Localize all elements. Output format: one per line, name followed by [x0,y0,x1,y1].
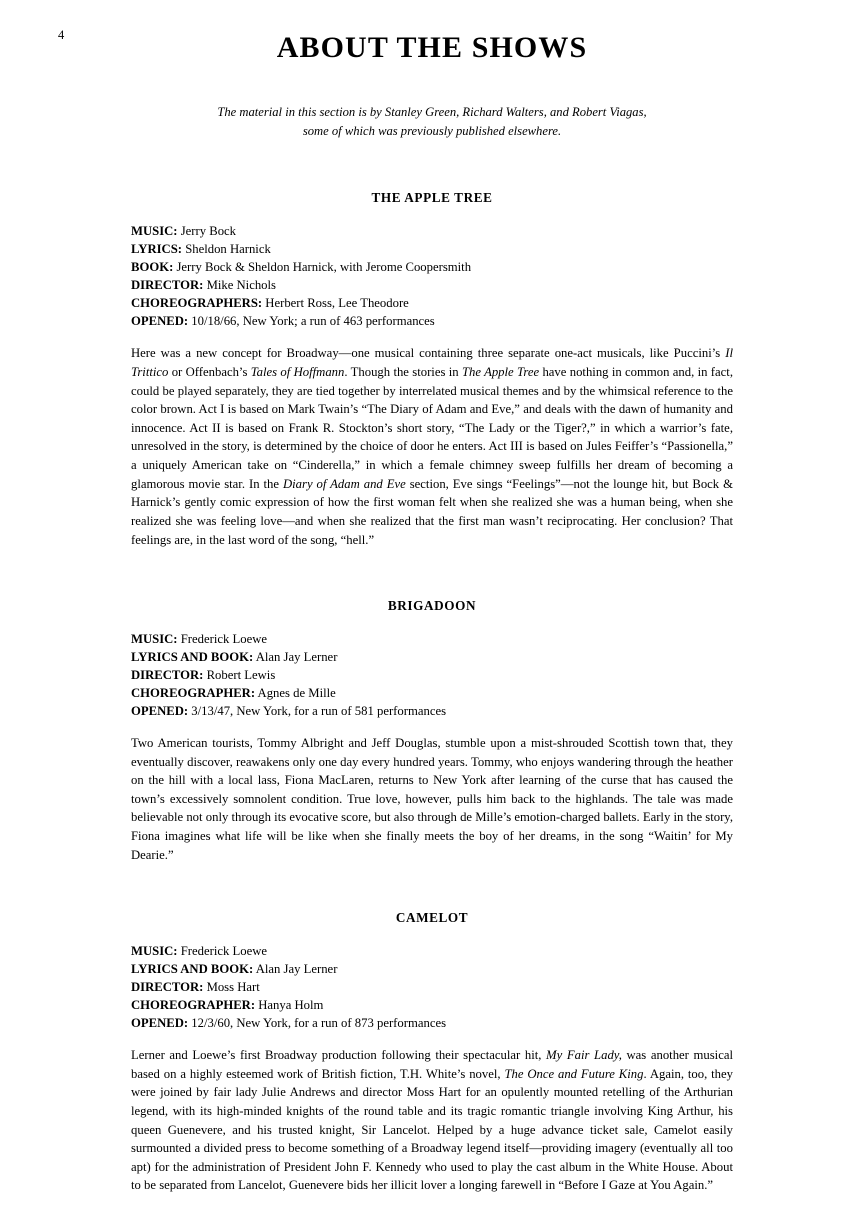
credit-value: Frederick Loewe [180,943,268,958]
credit-value: Frederick Loewe [180,631,268,646]
credit-row [131,630,733,648]
credit-label: DIRECTOR: [131,278,204,293]
credit-label: DIRECTOR: [131,667,204,682]
credit-value: 12/3/60, New York, for a run of 873 performances [191,1016,447,1031]
page-number: 4 [58,28,65,42]
credit-value: Alan Jay Lerner [255,961,338,976]
credit-row [131,1014,733,1032]
credit-label: LYRICS AND BOOK: [131,961,254,976]
credit-label: CHOREOGRAPHER: [131,998,256,1013]
credit-row [131,312,733,330]
section-note-line-1: The material in this section is by Stanley Green, Richard Walters, and Robert Viagas, [217,105,647,119]
credit-row [131,960,733,978]
spacer [131,877,733,910]
spacer [131,140,733,190]
credit-value: Herbert Ross, Lee Theodore [265,296,409,311]
credit-row [131,294,733,312]
section-attribution-note [131,103,733,140]
credit-row [131,978,733,996]
show-entry-camelot [131,910,733,1195]
show-credits [131,942,733,1032]
show-entry-the-apple-tree [131,190,733,549]
show-title: THE APPLE TREE [371,190,493,206]
section-note-line-2: some of which was previously published elsewhere. [302,123,562,138]
show-credits [131,630,733,720]
credit-row [131,240,733,258]
spacer [131,562,733,598]
credit-label: MUSIC: [131,224,178,239]
credit-label: LYRICS AND BOOK: [131,649,254,664]
credit-row [131,222,733,240]
credit-row [131,996,733,1014]
credit-row [131,942,733,960]
show-title: BRIGADOON [387,597,477,613]
credit-row [131,666,733,684]
credit-value: Agnes de Mille [257,685,336,700]
credit-value: Robert Lewis [206,667,276,682]
credit-row [131,648,733,666]
credit-label: DIRECTOR: [131,980,204,994]
page-content [131,28,733,1208]
show-description: Lerner and Loewe’s first Broadway production following their spectacular hit, My Fair Lady, was another musical based on a highly esteemed work of British fiction, T.H. White’s novel, The Once and Future King. Again, too, they were joined by fair lady Julie Andrews and director Moss Hart for an opulently mounted retelling of the Arthurian legend, with its high-minded knights of the round table and its tragic romantic triangle involving King Arthur, his queen Guenevere, and his trusted knight, Sir Lancelot. Helped by a huge advance ticket sale, Camelot easily surmounted a divided press to become something of a Broadway legend itself—providing imagery (eventually all too apt) for the administration of President John F. Kennedy who used to play the cast album in the White House. About to be separated from Lancelot, Guenevere bids her illicit lover a longing farewell in “Before I Gaze at You Again.” [131,1048,733,1193]
credit-label: CHOREOGRAPHERS: [131,296,263,311]
credit-label: BOOK: [131,260,174,275]
credit-label: OPENED: [131,314,189,329]
credit-value: Moss Hart [206,980,260,994]
credit-label: MUSIC: [131,943,178,958]
credit-value: Jerry Bock & Sheldon Harnick, with Jerome Coopersmith [176,260,472,275]
credit-value: Sheldon Harnick [185,242,271,257]
credit-row [131,684,733,702]
credit-value: 3/13/47, New York, for a run of 581 performances [191,703,447,718]
credit-row [131,276,733,294]
credit-value: Alan Jay Lerner [255,649,338,664]
show-entry-brigadoon [131,598,733,864]
credit-value: Mike Nichols [206,278,276,293]
page-title: ABOUT THE SHOWS [276,31,588,64]
credit-value: Hanya Holm [258,998,324,1013]
show-description: Two American tourists, Tommy Albright and Jeff Douglas, stumble upon a mist-shrouded Scottish town that, they eventually discover, reawakens only one day every hundred years. Tommy, who enjoys wandering through the heather on the hill with a local lass, Fiona MacLaren, returns to New York after learning of the curse that has caused the town’s excessively somnolent condition. True love, however, pulls him back to the highlands. The tale was made believable not only through its evocative score, but also through de Mille’s emotion-charged ballets. Early in the story, Fiona imagines what life will be like when she finally meets the boy of her dreams, in the song “Waitin’ for My Dearie.” [131,735,733,862]
credit-value: Jerry Bock [180,224,237,239]
credit-row [131,258,733,276]
show-description: Here was a new concept for Broadway—one musical containing three separate one-act musicals, like Puccini’s Il Trittico or Offenbach’s Tales of Hoffmann. Though the stories in The Apple Tree have nothing in common and, in fact, could be played separately, they are tied together by interrelated musical themes and by the whimsical reference to the color brown. Act I is based on Mark Twain’s “The Diary of Adam and Eve,” and deals with the dawn of humanity and innocence. Act II is based on Frank R. Stockton’s short story, “The Lady or the Tiger?,” in which a warrior’s fate, unresolved in the story, is determined by the choice of door he enters. Act III is based on Jules Feiffer’s “Passionella,” a uniquely American take on “Cinderella,” in which a female chimney sweep fulfills her dream of becoming a glamorous movie star. In the Diary of Adam and Eve section, Eve sings “Feelings”—not the lounge hit, but Bock & Harnick’s gently comic expression of how the first woman felt when she realized she was a human being, when she realized she was feeling love—and when she realized that the first man wasn’t reciprocating. Her conclusion? That feelings are, in the last word of the song, “hell.” [131,346,733,547]
credit-label: OPENED: [131,703,189,718]
credit-value: 10/18/66, New York; a run of 463 performances [191,314,435,329]
credit-label: OPENED: [131,1016,189,1031]
credit-label: MUSIC: [131,631,178,646]
credit-label: CHOREOGRAPHER: [131,685,256,700]
show-credits [131,222,733,330]
credit-row [131,702,733,720]
show-title: CAMELOT [395,909,469,925]
credit-label: LYRICS: [131,242,183,257]
